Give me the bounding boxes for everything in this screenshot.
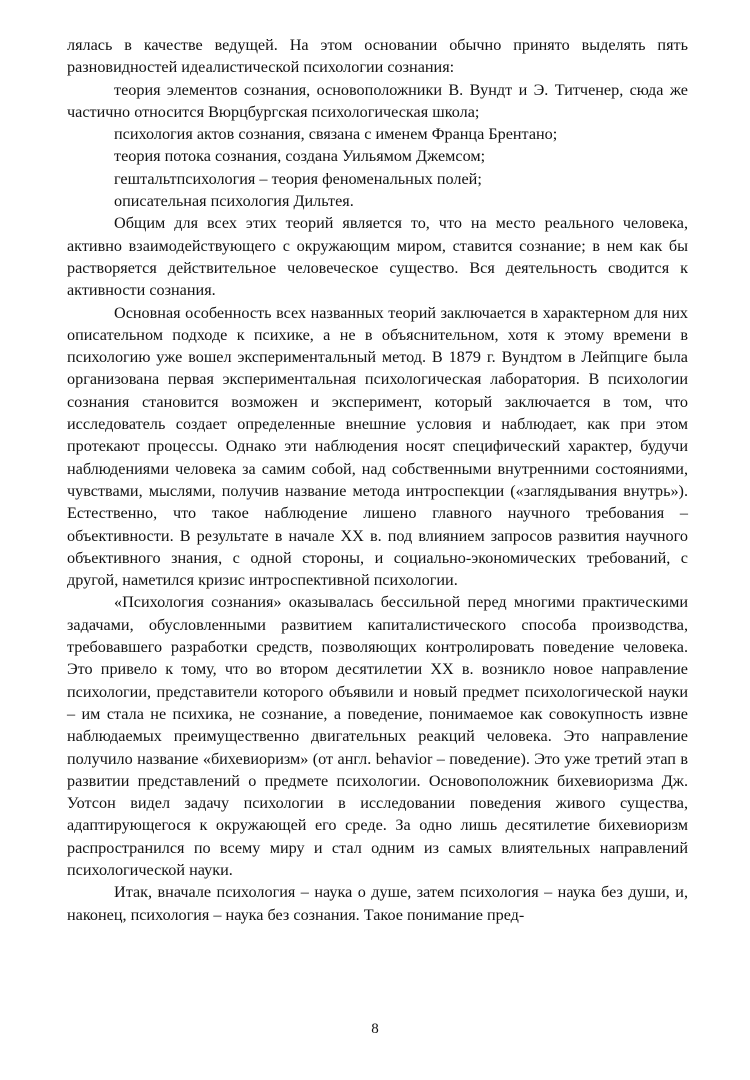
page-number: 8 (371, 1021, 379, 1037)
theory-item-elements: теория элементов сознания, основоположники В. Вундт и Э. Титченер, сюда же частично относится Вюрцбургская психологическая школа; (67, 80, 688, 121)
theory-item-acts: психология актов сознания, связана с именем Франца Брентано; (114, 125, 558, 144)
theory-item-stream: теория потока сознания, создана Уильямом Джемсом; (114, 147, 486, 166)
theory-item-gestalt: гештальтпсихология – теория феноменальных полей; (114, 169, 482, 188)
theory-item-descriptive: описательная психология Дильтея. (114, 192, 354, 211)
paragraph-conclusion: Итак, вначале психология – наука о душе, затем психология – наука без души, и, наконец, психология – наука без сознания. Такое понимание пред- (67, 883, 688, 924)
intro-paragraph: лялась в качестве ведущей. На этом основании обычно принято выделять пять разновидностей идеалистической психологии сознания: (67, 36, 688, 77)
paragraph-common-feature: Общим для всех этих теорий является то, что на место реального человека, активно взаимодействующего с окружающим миром, ставится сознание; в нем как бы растворяется действительное человеческое существо. Вся деятельность сводится к активности сознания. (67, 214, 688, 300)
paragraph-descriptive-approach: Основная особенность всех названных теорий заключается в характерном для них описательном подходе к психике, а не в объяснительном, хотя к этому времени в психологию уже вошел экспериментальный метод. В 1879 г. Вундтом в Лейпциге была организована первая экспериментальная психологическая лаборатория. В психологии сознания становится возможен и эксперимент, который заключается в том, что исследователь создает определенные внешние условия и наблюдает, как при этом протекают процессы. Однако эти наблюдения носят специфический характер, будучи наблюдениями человека за самим собой, над собственными внутренними состояниями, чувствами, мыслями, получив название метода интроспекции («заглядывания внутрь»). Естественно, что такое наблюдение лишено главного научного требования – объективности. В результате в начале XX в. под влиянием запросов развития научного объективного знания, с одной стороны, и социально-экономических требований, с другой, наметился кризис интроспективной психологии. (67, 303, 688, 590)
paragraph-behaviorism: «Психология сознания» оказывалась бессильной перед многими практическими задачами, обусловленными развитием капиталистического способа производства, требовавшего разработки средств, позволяющих контролировать поведение человека. Это привело к тому, что во втором десятилетии XX в. возникло новое направление психологии, представители которого объявили и новый предмет психологической науки – им стала не психика, не сознание, а поведение, понимаемое как совокупность извне наблюдаемых преимущественно двигательных реакций человека. Это направление получило название «бихевиоризм» (от англ. behavior – поведение). Это уже третий этап в развитии представлений о предмете психологии. Основоположник бихевиоризма Дж. Уотсон видел задачу психологии в исследовании поведения живого существа, адаптирующегося к окружающей его среде. За одно лишь десятилетие бихевиоризм распространился по всему миру и стал одним из самых влиятельных направлений психологической науки. (67, 593, 688, 879)
body-text (67, 34, 688, 926)
